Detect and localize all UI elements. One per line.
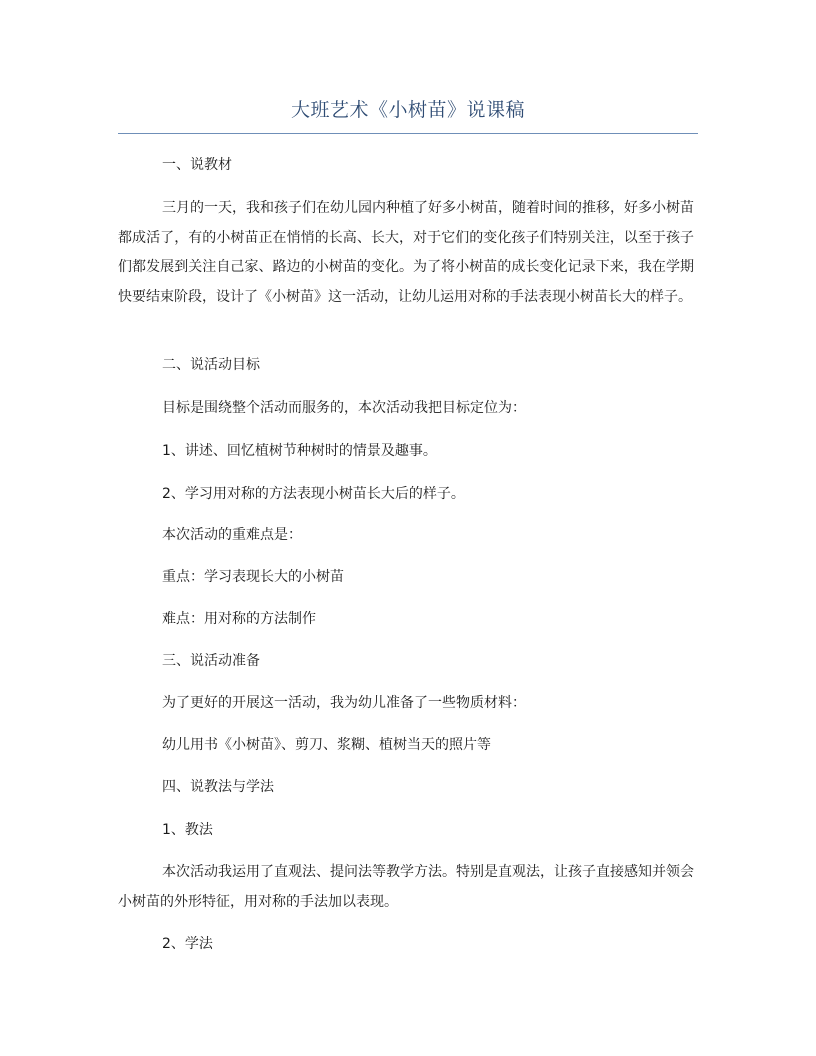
- preparation-materials: 幼儿用书《小树苗》、剪刀、浆糊、植树当天的照片等: [162, 737, 491, 753]
- materials-paragraph: 三月的一天，我和孩子们在幼儿园内种植了好多小树苗，随着时间的推移，好多小树苗都成活了，有的小树苗正在悄悄的长高、长大，对于它们的变化孩子们特别关注，以至于孩子们都发展到关注自己家、路边的小树苗的变化。为了将小树苗的成长变化记录下来，我在学期快要结束阶段，设计了《小树苗》这一活动，让幼儿运用对称的手法表现小树苗长大的样子。: [118, 200, 694, 305]
- title-divider: [118, 133, 698, 134]
- section-heading-materials: 一、说教材: [162, 157, 232, 173]
- goal-item-2: 2、学习用对称的方法表现小树苗长大后的样子。: [162, 486, 465, 502]
- section-heading-methods: 四、说教法与学法: [162, 779, 274, 795]
- teaching-method-heading: 1、教法: [162, 822, 213, 838]
- preparation-intro: 为了更好的开展这一活动，我为幼儿准备了一些物质材料：: [162, 695, 526, 711]
- section-heading-preparation: 三、说活动准备: [162, 653, 260, 669]
- goal-item-1: 1、讲述、回忆植树节种树时的情景及趣事。: [162, 443, 437, 459]
- difficulty-point: 难点：用对称的方法制作: [162, 611, 316, 627]
- key-points-intro: 本次活动的重难点是：: [162, 527, 302, 543]
- document-title: 大班艺术《小树苗》说课稿: [290, 99, 525, 121]
- learning-method-heading: 2、学法: [162, 936, 213, 952]
- teaching-method-paragraph: 本次活动我运用了直观法、提问法等教学方法。特别是直观法，让孩子直接感知并领会小树苗的外形特征，用对称的手法加以表现。: [118, 864, 694, 910]
- key-point: 重点：学习表现长大的小树苗: [162, 569, 344, 585]
- goals-intro: 目标是围绕整个活动而服务的，本次活动我把目标定位为：: [162, 400, 526, 416]
- section-heading-goals: 二、说活动目标: [162, 357, 260, 373]
